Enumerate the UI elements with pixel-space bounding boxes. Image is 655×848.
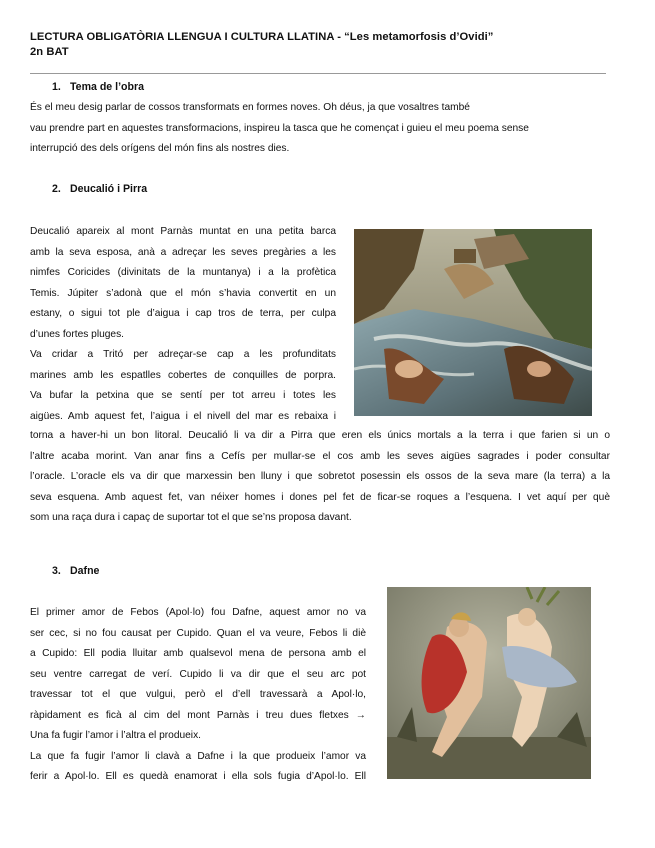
- text-line: El primer amor de Febos (Apol·lo) fou Dafne, aquest amor no va: [30, 607, 366, 618]
- text-line: És el meu desig parlar de cossos transformats en formes noves. Oh déus, ja que vosaltres també: [30, 102, 470, 113]
- text-line: ferir a Apol·lo. Ell es quedà enamorat i ella sols fugia d’Apol·lo. Ell: [30, 771, 366, 782]
- section-2-number: 2.: [52, 183, 61, 195]
- text-line: l’altre acaba morint. Van anar fins a Cefís per mullar-se el cos amb les seves aigües sagrades i poder consultar: [30, 450, 610, 462]
- title-line-1: LECTURA OBLIGATÒRIA LLENGUA I CULTURA LLATINA - “Les metamorfosis d’Ovidi”: [30, 31, 494, 43]
- section-3-text-beside-image: [30, 603, 366, 788]
- text-line: seu ventre carregat de verí. Cupido li va dir que el seu arc pot: [30, 668, 366, 680]
- section-2-heading: [52, 183, 147, 195]
- section-2-text-full: [30, 426, 610, 529]
- text-line: estany, o sigui tot ple d’aigua i cap tros de terra, per culpa: [30, 308, 336, 319]
- text-line: ràpidament es ficà al cim del mont Parnàs i treu dues fletxes →: [30, 709, 366, 721]
- text-line: aigües. Amb aquest fet, l’aigua i el nivell del mar es rebaixa i: [30, 410, 336, 422]
- title-divider: [30, 73, 606, 74]
- text-line: som una raça dura i capaç de suportar tot el que se’ns proposa davant.: [30, 512, 352, 523]
- title-line-2: 2n BAT: [30, 46, 69, 58]
- text-line: ser cec, si no fou causat per Cupido. Quan el va veure, Febos li diè: [30, 627, 366, 639]
- text-line: d’unes fortes pluges.: [30, 328, 125, 340]
- text-line: marines amb les espatlles cobertes de conquilles de porpra.: [30, 369, 336, 381]
- section-3-heading: [52, 565, 99, 577]
- text-line: Va bufar la petxina que se sentí per tot arreu i totes les: [30, 390, 336, 401]
- apollo-daphne-painting: [387, 587, 591, 779]
- text-line: torna a haver-hi un bon litoral. Deucalió li va dir a Pirra que eren els únics mortals a la terra i que farien si un o: [30, 430, 610, 441]
- section-1-number: 1.: [52, 81, 61, 93]
- section-1-title: Tema de l’obra: [70, 81, 144, 93]
- text-line: Temis. Júpiter s’adonà que el món s’havia convertit en un: [30, 287, 336, 299]
- text-line: amb la seva esposa, anà a adreçar les seves pregàries a les: [30, 246, 336, 258]
- text-line: seva esquena. Amb aquest fet, van néixer homes i dones pel fet de ficar-se roques a l’esquena. I vet aquí per què: [30, 491, 610, 503]
- text-line: travessar tot el que vulgui, però el d’ell travessarà a Apol·lo,: [30, 689, 366, 700]
- text-line: a Cupido: Ell podia lluitar amb qualsevol mena de persona amb el: [30, 648, 366, 659]
- text-line: Una fa fugir l’amor i l’altra el produeix.: [30, 730, 201, 741]
- section-3-title: Dafne: [70, 565, 100, 577]
- section-2-title: Deucalió i Pirra: [70, 183, 148, 195]
- text-line: l’oracle. L’oracle els va dir que marxessin ben lluny i que sobretot posessin els ossos de la seva mare (la terra) a la: [30, 471, 610, 482]
- text-line: La que fa fugir l’amor li clavà a Dafne i la que produeix l’amor va: [30, 750, 366, 762]
- section-3-number: 3.: [52, 565, 61, 577]
- document-title: [30, 30, 493, 60]
- section-1-heading: [52, 81, 144, 93]
- text-line: interrupció des dels orígens del món fins als nostres dies.: [30, 143, 290, 154]
- text-line: nimfes Coricides (divinitats de la muntanya) i a la profètica: [30, 267, 336, 278]
- section-2-text-beside-image: [30, 222, 336, 427]
- text-line: vau prendre part en aquestes transformacions, inspireu la tasca que he començat i guieu el meu poema sense: [30, 122, 529, 134]
- section-1-text: [30, 98, 608, 160]
- deucalion-pyrrha-painting: [354, 229, 592, 416]
- text-line: Deucalió apareix al mont Parnàs muntat en una petita barca: [30, 226, 336, 237]
- text-line: Va cridar a Tritó per adreçar-se cap a les profunditats: [30, 349, 336, 360]
